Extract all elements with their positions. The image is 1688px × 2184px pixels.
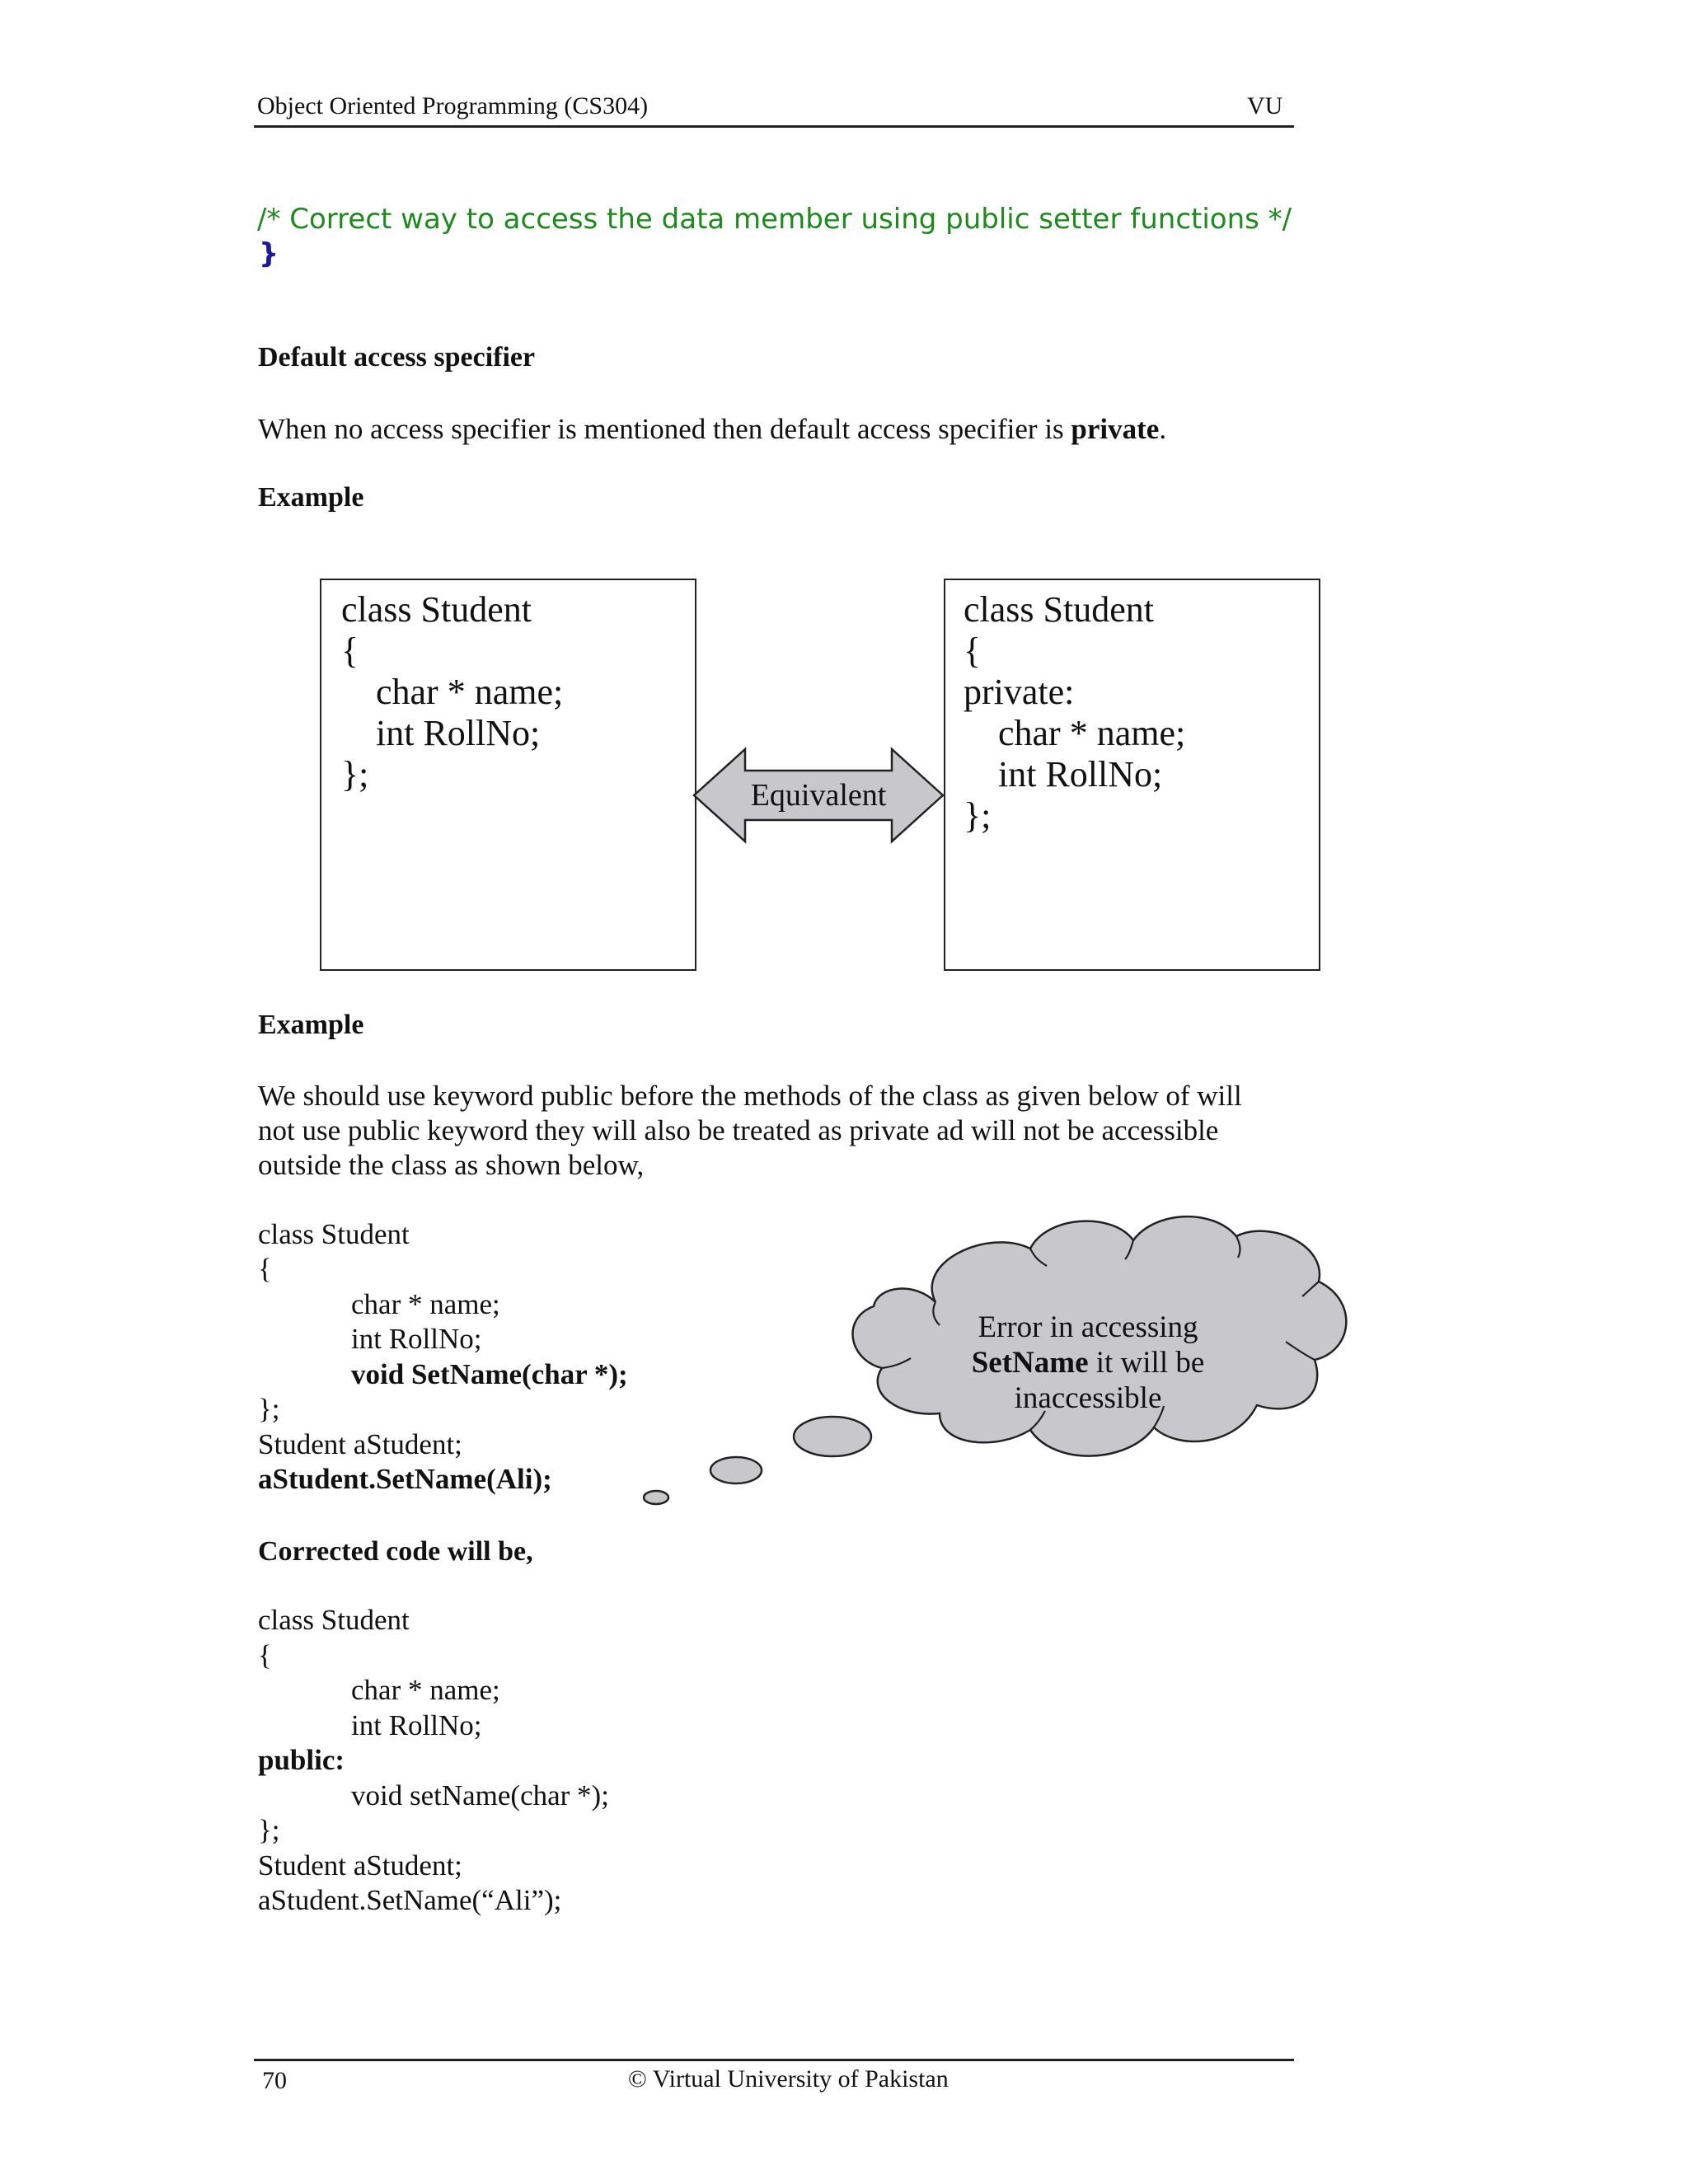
cloud-line-2-rest: it will be — [1088, 1346, 1205, 1380]
code-box-right — [944, 579, 1320, 971]
code-box-left — [320, 579, 696, 971]
footer-rule — [254, 2059, 1294, 2061]
code-line: Student aStudent; — [258, 1849, 462, 1882]
code-line: }; — [258, 1393, 280, 1425]
paragraph-text: When no access specifier is mentioned then default access specifier is — [258, 413, 1071, 445]
thought-bubble-small — [644, 1491, 668, 1504]
cloud-text-line-3: inaccessible — [1014, 1381, 1162, 1415]
code-line-setname-bold: void SetName(char *); — [351, 1358, 628, 1390]
public-paragraph-line: outside the class as shown below, — [258, 1149, 645, 1181]
footer-copyright: © Virtual University of Pakistan — [628, 2065, 949, 2093]
header-right: VU — [1247, 92, 1283, 120]
example-label-2: Example — [258, 1010, 364, 1040]
section-heading-default-access: Default access specifier — [258, 342, 536, 373]
code-line: { — [258, 1253, 272, 1285]
code-line: char * name; — [351, 1288, 500, 1320]
box-left-line: }; — [341, 754, 369, 794]
code-line: aStudent.SetName(“Ali”); — [258, 1884, 562, 1916]
box-right-line: char * name; — [998, 713, 1186, 753]
thought-cloud-callout — [643, 1212, 1352, 1508]
paragraph-period: . — [1159, 413, 1167, 445]
thought-bubble-large — [794, 1417, 871, 1456]
code-line: class Student — [258, 1604, 410, 1636]
box-left-line: char * name; — [376, 672, 564, 712]
public-paragraph-line: not use public keyword they will also be treated as private ad will not be accessible — [258, 1114, 1219, 1146]
code-line: int RollNo; — [351, 1323, 482, 1355]
cloud-text-line-2 — [972, 1346, 1205, 1380]
header-rule — [254, 125, 1294, 128]
public-paragraph-line: We should use keyword public before the methods of the class as given below of will — [258, 1080, 1242, 1112]
thought-bubble-medium — [710, 1457, 762, 1483]
corrected-code-heading: Corrected code will be, — [258, 1536, 533, 1567]
code-line: { — [258, 1639, 272, 1671]
box-left-line: class Student — [341, 589, 532, 630]
code-line-call-bold: aStudent.SetName(Ali); — [258, 1463, 552, 1495]
box-left-line: int RollNo; — [376, 713, 541, 753]
page-number: 70 — [262, 2067, 287, 2094]
box-right-line: class Student — [964, 589, 1154, 630]
box-right-line: int RollNo; — [998, 754, 1163, 794]
example-label-1: Example — [258, 482, 364, 513]
box-right-line: { — [964, 630, 982, 671]
box-right-line: private: — [964, 672, 1075, 712]
code-line: Student aStudent; — [258, 1428, 462, 1460]
code-line-public-bold: public: — [258, 1744, 345, 1776]
box-left-line: { — [341, 630, 359, 671]
code-line: int RollNo; — [351, 1709, 482, 1741]
equivalent-double-arrow — [692, 746, 945, 845]
code-line: class Student — [258, 1218, 410, 1250]
private-keyword: private — [1071, 413, 1160, 445]
code-line: void setName(char *); — [351, 1779, 609, 1811]
header-title: Object Oriented Programming (CS304) — [257, 92, 649, 120]
code-line: }; — [258, 1814, 280, 1846]
default-access-paragraph — [258, 412, 1166, 447]
code-line: char * name; — [351, 1674, 500, 1706]
box-right-line: }; — [964, 795, 992, 836]
code-brace: } — [259, 237, 279, 270]
cloud-text-line-1: Error in accessing — [978, 1310, 1198, 1344]
equivalent-label: Equivalent — [750, 778, 887, 813]
code-comment: /* Correct way to access the data member using public setter functions */ — [257, 203, 1292, 236]
cloud-setname-bold: SetName — [971, 1346, 1089, 1380]
